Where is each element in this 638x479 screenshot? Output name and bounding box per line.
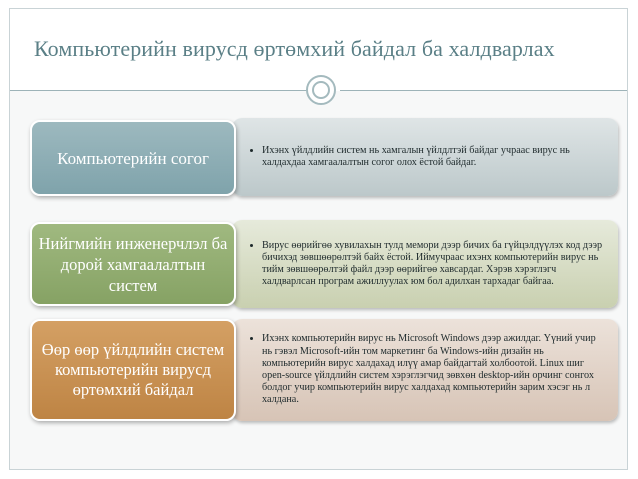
row-3-detail-box: [232, 319, 618, 421]
slide-title: Компьютерийн вирусд өртөмхий байдал ба халдварлах: [34, 36, 555, 61]
divider-rule-right: [340, 90, 627, 91]
row-1-label-box: [30, 120, 236, 196]
row-1-detail-box: [232, 118, 618, 196]
row-3-detail-text: • Ихэнх компьютерийн вирус нь Microsoft Windows дээр ажилдаг. Үүний учир нь гэвэл Microsoft-ийн том маркетинг ба Windows-ийн дизайн нь компьютерийн вирус халдахад илүү амар байдагтай холбоотой. Linux шиг open-source үйлдлийн систем хэрэглэгчид зөвхөн desktop-ийн орчинг сонгох болдог учир компьютерийн вирус халдахад компьютерийн зарим хэсэг нь л халдана.: [262, 333, 604, 406]
divider-rule-left: [10, 90, 310, 91]
inner-ring-icon: [312, 81, 330, 99]
row-2-detail-box: [232, 220, 618, 308]
row-1-detail-text: • Ихэнх үйлдлийн систем нь хамгалын үйлдлтэй байдаг учраас вирус нь халдахдаа хамгаалалтын согог олох ёстой байдаг.: [262, 145, 604, 169]
row-2-label: Нийгмийн инженерчлэл ба дорой хамгаалалтын систем: [38, 233, 228, 295]
row-1-label: Компьютерийн согог: [57, 148, 209, 168]
row-3-label: Өөр өөр үйлдлийн систем компьютерийн вирусд өртөмхий байдал: [41, 340, 225, 399]
row-2-label-box: [30, 222, 236, 306]
row-2-detail-text: • Вирус өөрийгөө хувилахын тулд мемори дээр бичих ба гүйцэлдүүлэх код дээр бичихэд зөвшөөрөлтэй байх ёстой. Иймучраас ихэнх компьютерийн вирус нь тийм зөвшөөрөлтэй файл дээр өөрийгөө хавсардаг. Хэрэв хэрэглэгч халдварлсан програм ажиллуулах юм бол адилхан тархадаг байгаа.: [262, 240, 604, 289]
double-ring-icon: [306, 75, 336, 105]
row-3-label-box: [30, 319, 236, 421]
